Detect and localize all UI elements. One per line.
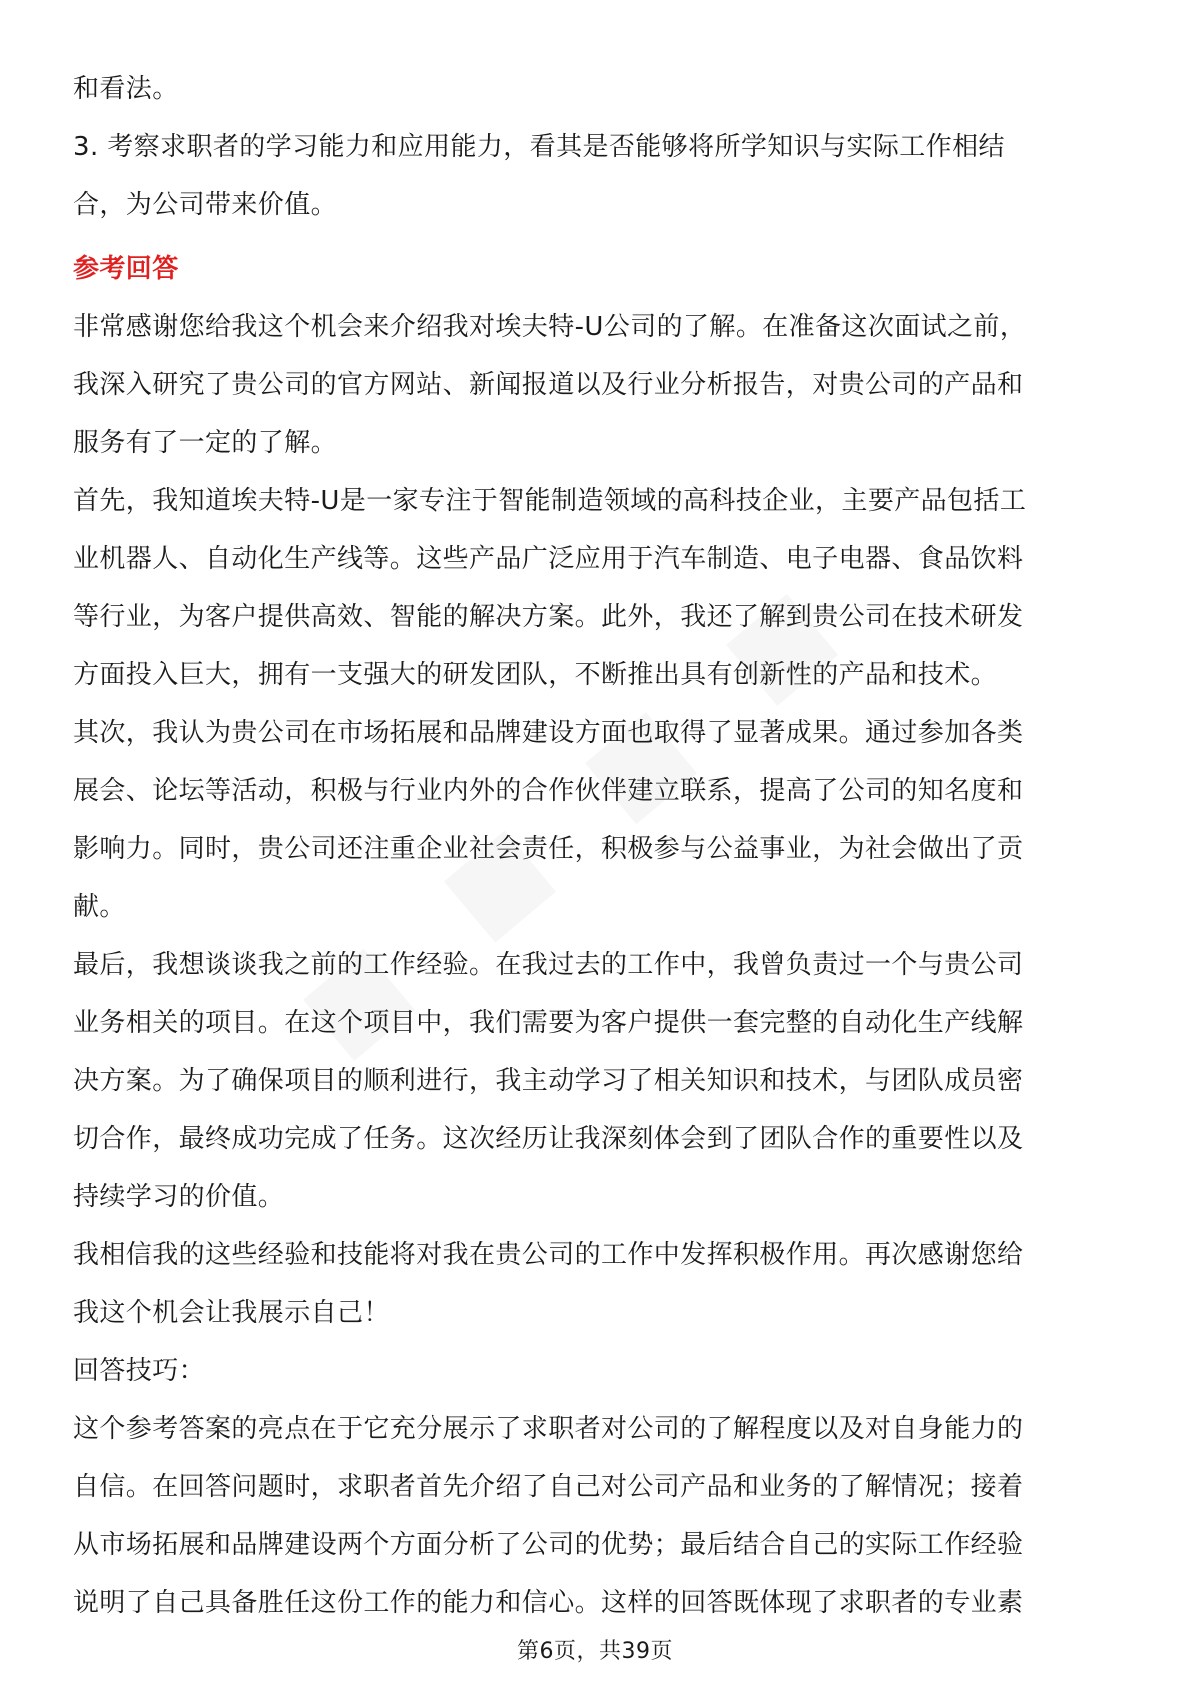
- section-heading: 参考回答: [73, 254, 179, 284]
- text-line: 方面投入巨大，拥有一支强大的研发团队，不断推出具有创新性的产品和技术。: [73, 660, 998, 690]
- text-line: 我相信我的这些经验和技能将对我在贵公司的工作中发挥积极作用。再次感谢您给: [73, 1240, 1024, 1270]
- text-line: 和看法。: [73, 74, 179, 104]
- text-line: 回答技巧：: [73, 1356, 206, 1386]
- page-footer: 第6页，共39页: [517, 1639, 673, 1664]
- text-line: 自信。在回答问题时，求职者首先介绍了自己对公司产品和业务的了解情况；接着: [73, 1472, 1024, 1502]
- text-line: 决方案。为了确保项目的顺利进行，我主动学习了相关知识和技术，与团队成员密: [73, 1066, 1024, 1096]
- text-line: 业机器人、自动化生产线等。这些产品广泛应用于汽车制造、电子电器、食品饮料: [73, 544, 1024, 574]
- text-line: 合，为公司带来价值。: [73, 190, 338, 220]
- document-body: [73, 60, 1123, 1632]
- text-line: 展会、论坛等活动，积极与行业内外的合作伙伴建立联系，提高了公司的知名度和: [73, 776, 1024, 806]
- text-line: 最后，我想谈谈我之前的工作经验。在我过去的工作中，我曾负责过一个与贵公司: [73, 950, 1024, 980]
- text-line: 切合作，最终成功完成了任务。这次经历让我深刻体会到了团队合作的重要性以及: [73, 1124, 1024, 1154]
- text-line: 3. 考察求职者的学习能力和应用能力，看其是否能够将所学知识与实际工作相结: [73, 132, 1005, 162]
- text-line: 首先，我知道埃夫特-U是一家专注于智能制造领域的高科技企业，主要产品包括工: [73, 486, 1027, 516]
- text-line: 影响力。同时，贵公司还注重企业社会责任，积极参与公益事业，为社会做出了贡: [73, 834, 1024, 864]
- text-line: 业务相关的项目。在这个项目中，我们需要为客户提供一套完整的自动化生产线解: [73, 1008, 1024, 1038]
- text-line: 这个参考答案的亮点在于它充分展示了求职者对公司的了解程度以及对自身能力的: [73, 1414, 1024, 1444]
- text-line: 从市场拓展和品牌建设两个方面分析了公司的优势；最后结合自己的实际工作经验: [73, 1530, 1024, 1560]
- text-line: 等行业，为客户提供高效、智能的解决方案。此外，我还了解到贵公司在技术研发: [73, 602, 1024, 632]
- text-line: 献。: [73, 892, 126, 922]
- text-line: 我深入研究了贵公司的官方网站、新闻报道以及行业分析报告，对贵公司的产品和: [73, 370, 1024, 400]
- text-line: 其次，我认为贵公司在市场拓展和品牌建设方面也取得了显著成果。通过参加各类: [73, 718, 1024, 748]
- text-line: 说明了自己具备胜任这份工作的能力和信心。这样的回答既体现了求职者的专业素: [73, 1588, 1024, 1618]
- text-line: 服务有了一定的了解。: [73, 428, 338, 458]
- text-line: 持续学习的价值。: [73, 1182, 285, 1212]
- text-line: 非常感谢您给我这个机会来介绍我对埃夫特-U公司的了解。在准备这次面试之前，: [73, 312, 1027, 342]
- text-line: 我这个机会让我展示自己！: [73, 1298, 390, 1328]
